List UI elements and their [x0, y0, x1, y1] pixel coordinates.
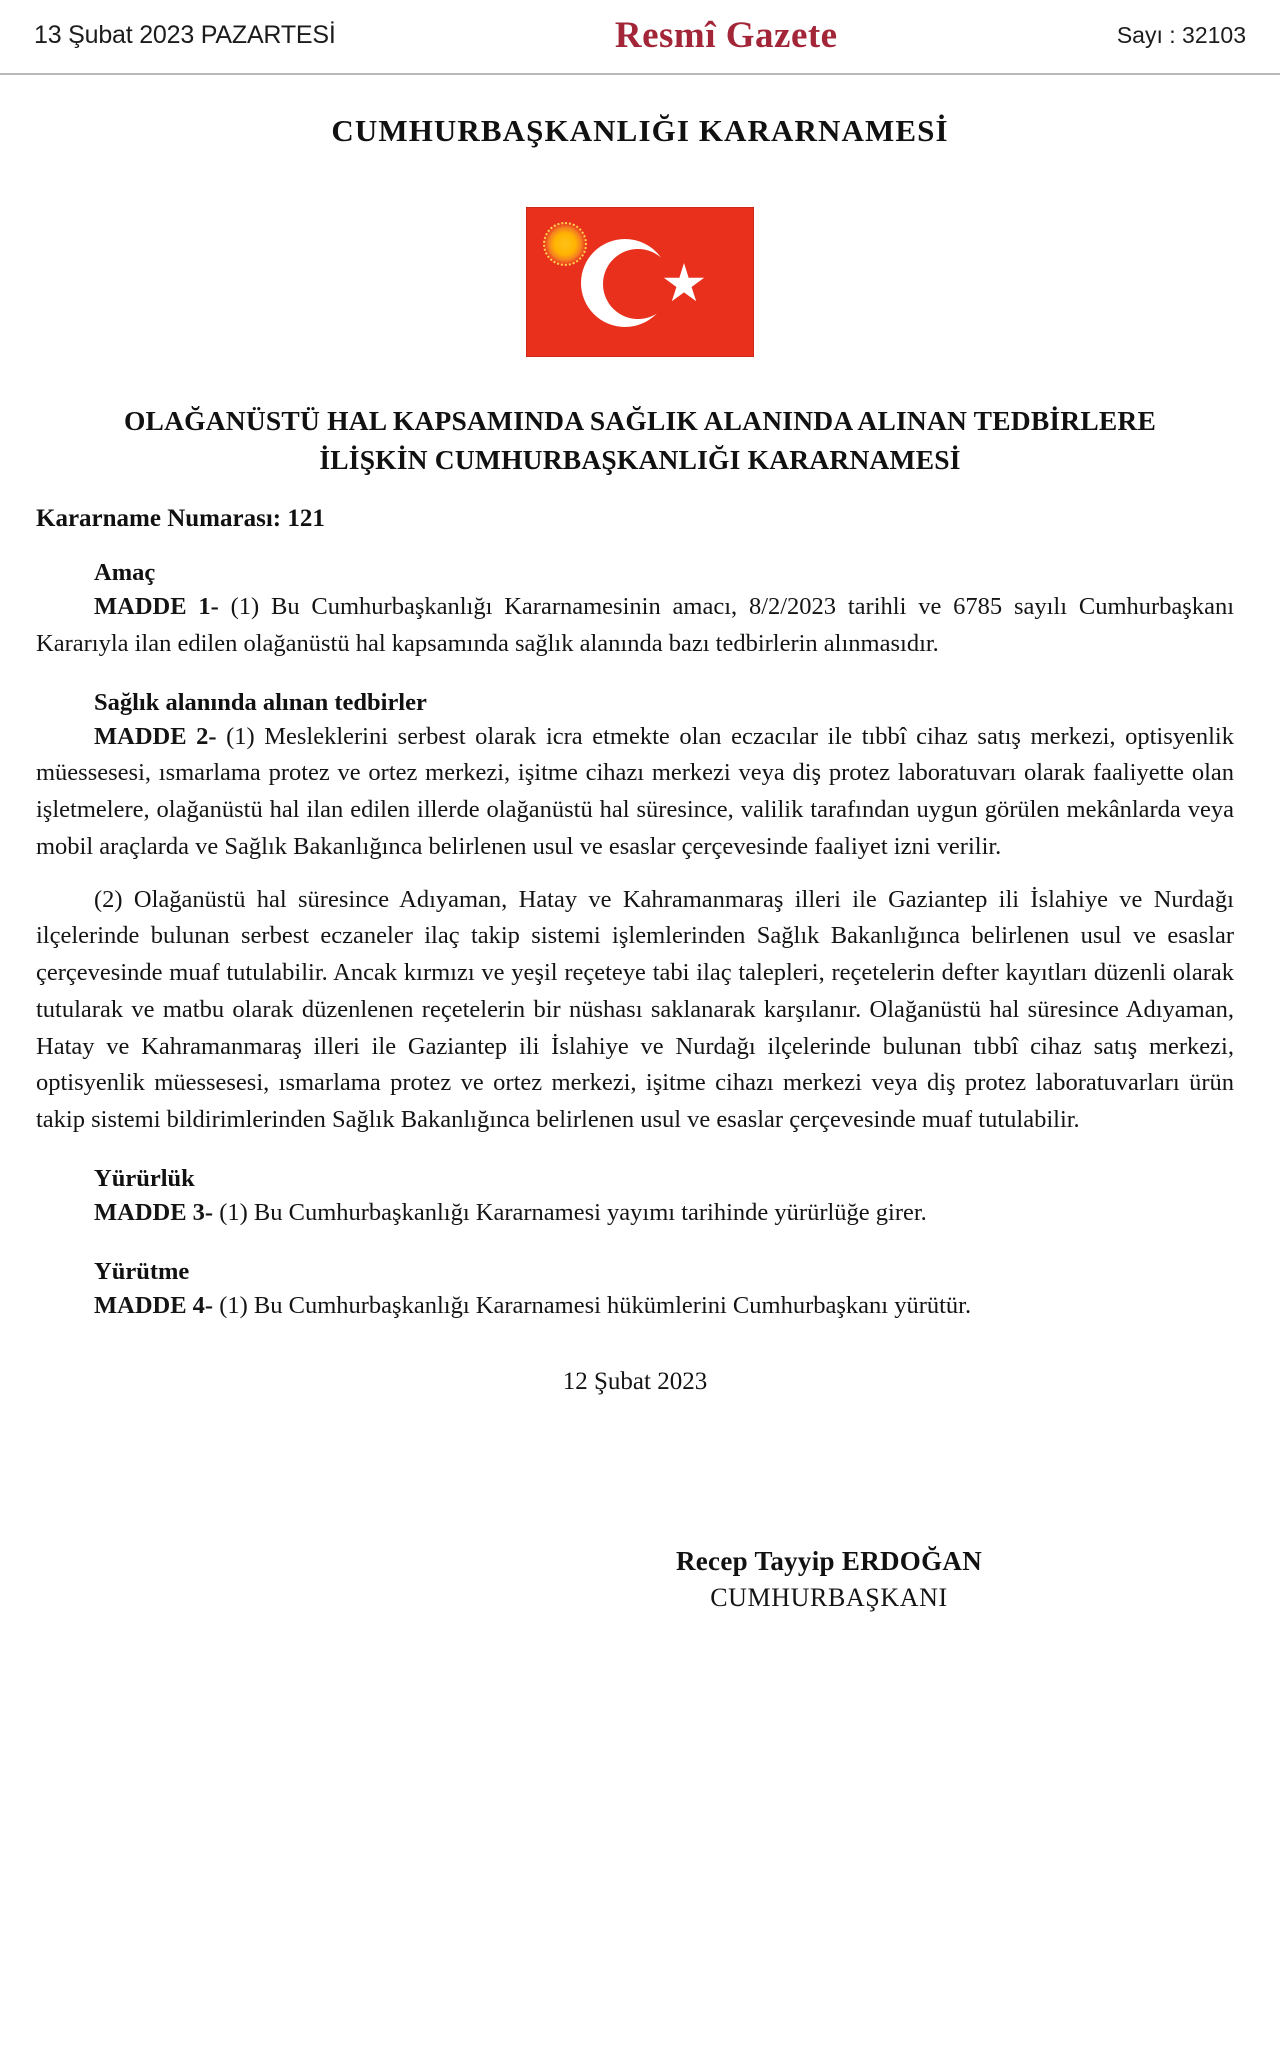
article-2-text: (1) Mesleklerini serbest olarak icra etmekte olan eczacılar ile tıbbî cihaz satış merkezi, optisyenlik müessesesi, ısmarlama protez ve ortez merkezi, işitme cihazı merkezi veya diş protez laboratuvarı olarak faaliyette olan işletmelere, olağanüstü hal ilan edilen illerde olağanüstü hal süresince, valilik tarafından uygun görülen mekânlarda veya mobil araçlarda ve Sağlık Bakanlığınca belirlenen usul ve esaslar çerçevesinde faaliyet izni verilir. — [36, 722, 1234, 860]
document-kicker: CUMHURBAŞKANLIĞI KARARNAMESİ — [331, 113, 949, 148]
masthead-issue-number: Sayı : 32103 — [1116, 22, 1246, 48]
article-1-label: MADDE 1- — [94, 593, 219, 621]
section-heading-yurutme: Yürütme — [94, 1257, 190, 1285]
decree-title-line-2: İLİŞKİN CUMHURBAŞKANLIĞI KARARNAMESİ — [319, 444, 961, 476]
section-heading-saglik-tedbirler: Sağlık alanında alınan tedbirler — [94, 688, 427, 716]
article-2-label: MADDE 2- — [94, 722, 217, 750]
masthead-date: 13 Şubat 2023 PAZARTESİ — [34, 21, 336, 49]
masthead-title: Resmî Gazete — [614, 15, 838, 56]
article-2-paragraph-2: (2) Olağanüstü hal süresince Adıyaman, Hatay ve Kahramanmaraş illeri ile Gaziantep ili İslahiye ve Nurdağı ilçelerinde bulunan serbest eczaneler ilaç takip sistemi işlemlerinden Sağlık Bakanlığınca belirlenen usul ve esaslar çerçevesinde muaf tutulabilir. Ancak kırmızı ve yeşil reçeteye tabi ilaç talepleri, reçetelerin defter kayıtları düzenli olarak tutularak ve matbu olarak düzenlenen reçetelerin bir nüshası saklanarak karşılanır. Olağanüstü hal süresince Adıyaman, Hatay ve Kahramanmaraş illeri ile Gaziantep ili İslahiye ve Nurdağı ilçelerinde bulunan tıbbî cihaz satış merkezi, optisyenlik müessesesi, ısmarlama protez ve ortez merkezi, işitme cihazı merkezi veya diş protez laboratuvarları ürün takip sistemi bildirimlerinden Sağlık Bakanlığınca belirlenen usul ve esaslar çerçevesinde muaf tutulabilir. — [36, 885, 1234, 1134]
article-4-paragraph — [36, 1288, 1234, 1325]
decree-number: Kararname Numarası: 121 — [36, 505, 325, 533]
document-date: 12 Şubat 2023 — [562, 1368, 708, 1396]
section-heading-yururluk: Yürürlük — [94, 1164, 195, 1192]
article-4-label: MADDE 4- — [94, 1291, 214, 1319]
masthead — [0, 0, 1280, 75]
article-1-text: (1) Bu Cumhurbaşkanlığı Kararnamesinin amacı, 8/2/2023 tarihli ve 6785 sayılı Cumhurbaşkanı Kararıyla ilan edilen olağanüstü hal kapsamında sağlık alanında bazı tedbirlerin alınmasıdır. — [36, 593, 1235, 657]
crescent-cutout-shape — [603, 249, 673, 319]
signatory-name: Recep Tayyip ERDOĞAN — [675, 1546, 983, 1577]
signatory-role: CUMHURBAŞKANI — [710, 1583, 948, 1613]
article-3-label: MADDE 3- — [94, 1198, 214, 1226]
section-heading-amac: Amaç — [94, 559, 156, 587]
document-body — [0, 559, 1280, 1613]
article-3-paragraph — [36, 1195, 1234, 1232]
article-3-text: (1) Bu Cumhurbaşkanlığı Kararnamesi yayımı tarihinde yürürlüğe girer. — [219, 1198, 927, 1226]
article-1-paragraph — [36, 589, 1234, 663]
flag-container — [0, 207, 1280, 357]
signature-block — [36, 1546, 1234, 1613]
article-4-text: (1) Bu Cumhurbaşkanlığı Kararnamesi hükümlerini Cumhurbaşkanı yürütür. — [219, 1291, 972, 1319]
decree-title-line-1: OLAĞANÜSTÜ HAL KAPSAMINDA SAĞLIK ALANINDA ALINAN TEDBİRLERE — [123, 405, 1157, 436]
article-2-paragraph-1 — [36, 719, 1234, 866]
decree-title — [0, 401, 1280, 479]
sun-rays-icon — [543, 222, 587, 266]
turkish-flag-icon — [526, 207, 754, 357]
